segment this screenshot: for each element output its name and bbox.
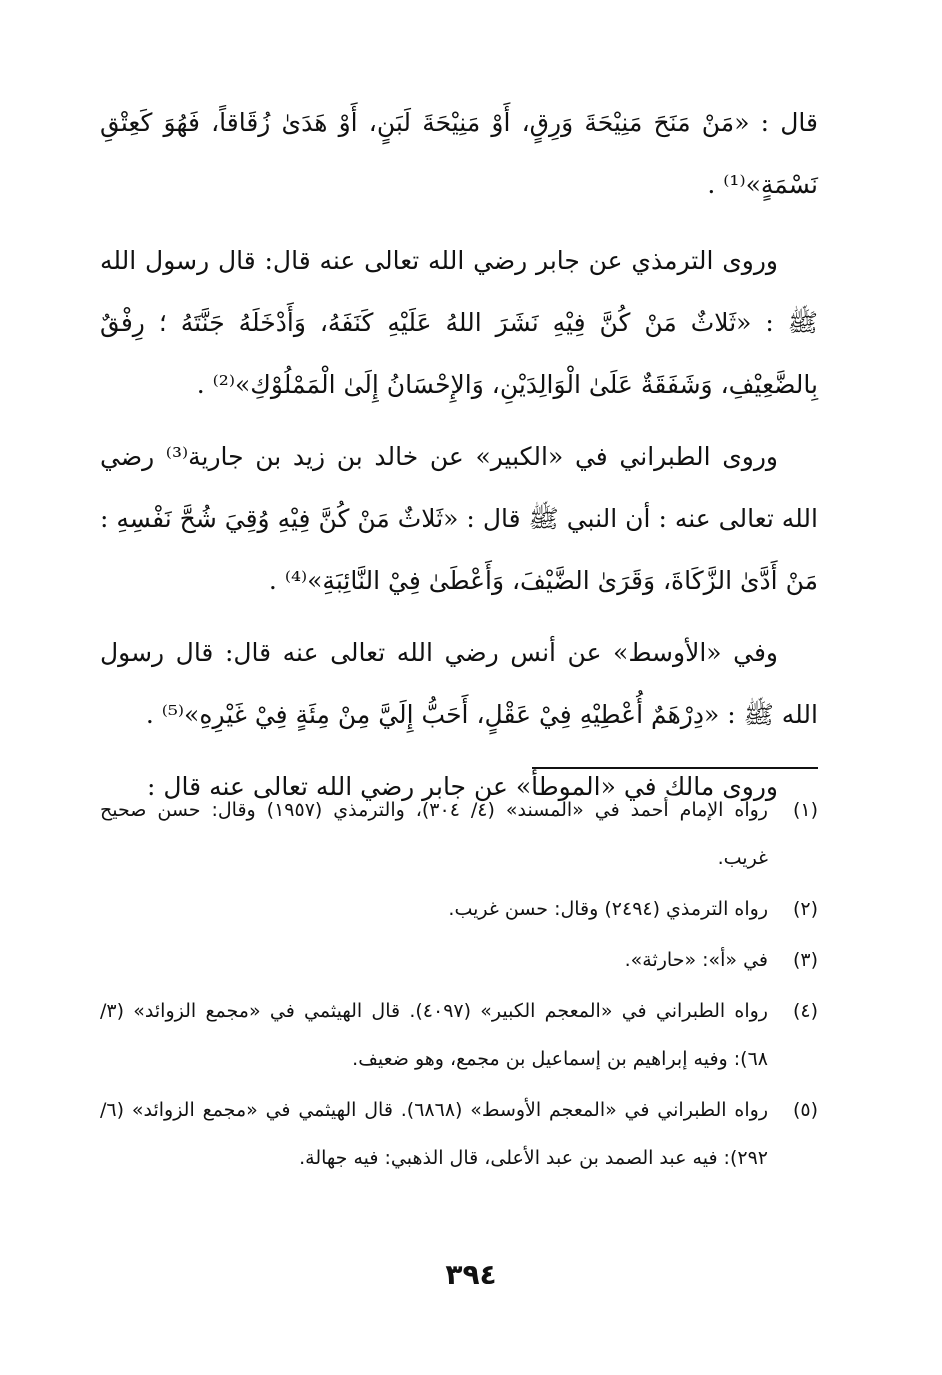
footnote-text: رواه الطبراني في «المعجم الأوسط» (٦٨٦٨). قال الهيثمي في «مجمع الزوائد» (٦/ ٢٩٢): فيه عبد الصمد بن عبد الأعلى، قال الذهبي: فيه جهالة.: [100, 1099, 768, 1169]
footnote-number: (٥): [792, 1099, 818, 1121]
footnote-number: (٤): [792, 1000, 818, 1022]
paragraph-4: وفي «الأوسط» عن أنس رضي الله تعالى عنه قال: قال رسول الله ﷺ : «دِرْهَمٌ أُعْطِيْهِ فِيْ عَقْلٍ، أَحَبُّ إِلَيَّ مِنْ مِئَةٍ فِيْ غَيْرِهِ»⁽⁵⁾ .: [100, 638, 818, 729]
footnote-text: رواه الإمام أحمد في «المسند» (٤/ ٣٠٤)، والترمذي (١٩٥٧) وقال: حسن صحيح غريب.: [100, 799, 768, 869]
page-number: ٣٩٤: [445, 1258, 497, 1291]
footnote-number: (٣): [792, 949, 818, 971]
footnotes: [100, 786, 818, 1185]
paragraph-2: وروى الترمذي عن جابر رضي الله تعالى عنه قال: قال رسول الله ﷺ : «ثَلاثٌ مَنْ كُنَّ فِيْهِ نَشَرَ اللهُ عَلَيْهِ كَنَفَهُ، وَأَدْخَلَهُ جَنَّتَهُ ؛ رِفْقٌ بِالضَّعِيْفِ، وَشَفَقَةٌ عَلَىٰ الْوَالِدَيْنِ، وَالإِحْسَانُ إِلَىٰ الْمَمْلُوْكِ»⁽²⁾ .: [100, 246, 818, 399]
footnote-text: رواه الطبراني في «المعجم الكبير» (٤٠٩٧). قال الهيثمي في «مجمع الزوائد» (٣/ ٦٨): وفيه إبراهيم بن إسماعيل بن مجمع، وهو ضعيف.: [100, 1000, 768, 1070]
footnote: [100, 1086, 818, 1182]
main-text: [100, 92, 818, 828]
footnote: [100, 987, 818, 1083]
footnote: [100, 936, 818, 984]
paragraph-3: وروى الطبراني في «الكبير» عن خالد بن زيد بن جارية⁽³⁾ رضي الله تعالى عنه : أن النبي ﷺ قال : «ثَلاثٌ مَنْ كُنَّ فِيْهِ وُقِيَ شُحَّ نَفْسِهِ : مَنْ أَدَّىٰ الزَّكَاةَ، وَقَرَىٰ الضَّيْفَ، وَأَعْطَىٰ فِيْ النَّائِبَةِ»⁽⁴⁾ .: [100, 442, 818, 595]
footnote-separator: [532, 767, 818, 769]
footnote-text: رواه الترمذي (٢٤٩٤) وقال: حسن غريب.: [448, 898, 768, 920]
footnote: [100, 786, 818, 882]
footnote: [100, 885, 818, 933]
paragraph-5: وروى مالك في «الموطأ» عن جابر رضي الله تعالى عنه قال :: [147, 772, 778, 801]
footnote-text: في «أ»: «حارثة».: [624, 949, 768, 971]
footnote-number: (١): [792, 799, 818, 821]
paragraph-1: قال : «مَنْ مَنَحَ مَنِيْحَةَ وَرِقٍ، أَوْ مَنِيْحَةَ لَبَنٍ، أَوْ هَدَىٰ زُقَاقاً، فَهُوَ كَعِتْقِ نَسْمَةٍ»⁽¹⁾ .: [100, 108, 818, 199]
footnote-number: (٢): [792, 898, 818, 920]
